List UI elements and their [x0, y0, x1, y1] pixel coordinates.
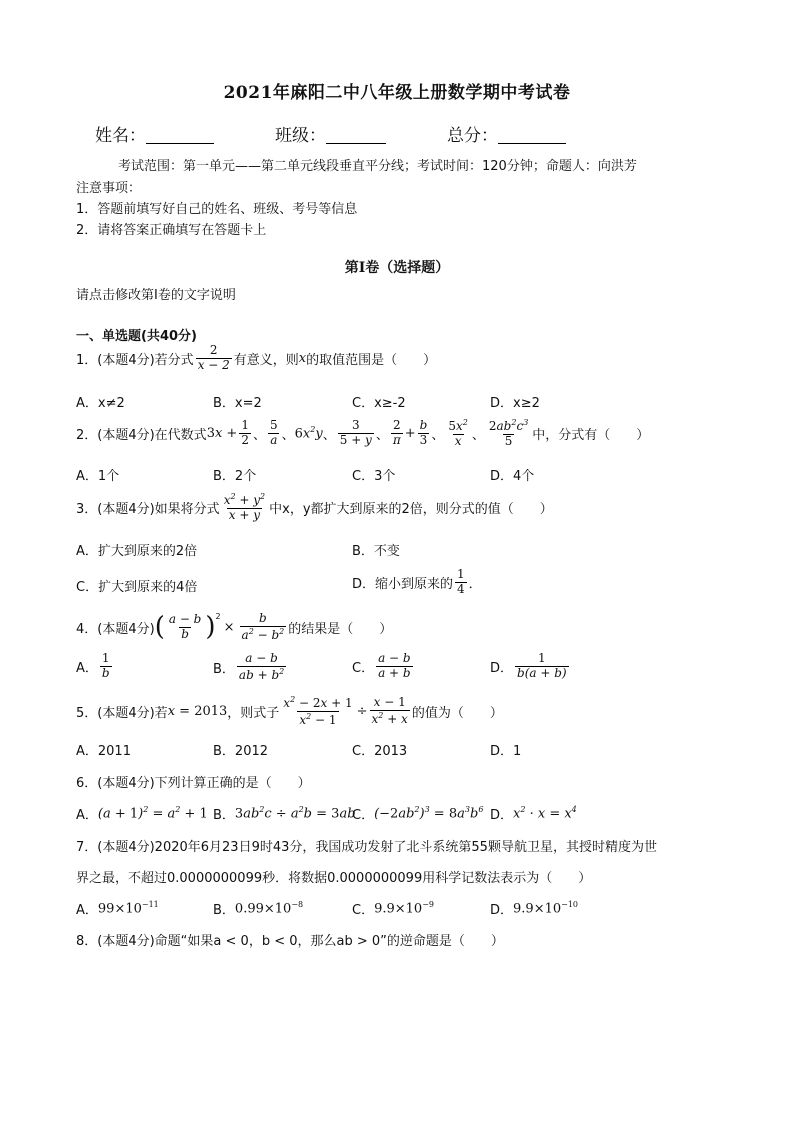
q4-frac-1: $\frac{a - b}{b}$	[168, 612, 202, 641]
score-blank	[498, 125, 566, 144]
question-6: 6．(本题4分)下列计算正确的是（ ）	[76, 776, 311, 791]
q3-option-a: A．扩大到原来的2倍	[76, 544, 198, 559]
q3-suffix: 中x，y都扩大到原来的2倍，则分式的值（ ）	[269, 501, 553, 517]
q1-option-c: C．x≥-2	[352, 396, 406, 411]
q3-option-d: D．缩小到原来的 $\frac{1}{4}$ ．	[352, 567, 482, 596]
q1-option-a: A．x≠2	[76, 396, 125, 411]
q6-option-d: D． $x^2 \cdot x = x^4$	[490, 805, 577, 823]
exam-scope: 考试范围：第一单元——第二单元线段垂直平分线；考试时间：120分钟；命题人：向洪芳	[118, 159, 637, 174]
q4-prefix: 4．(本题4分)	[76, 621, 155, 637]
question-7-line-2: 界之最，不超过0.0000000099秒．将数据0.0000000099用科学记数法表示为（ ）	[76, 871, 592, 886]
q2-frac-5b: $\frac{b}{3}$	[419, 418, 428, 447]
q4-frac-2: $\frac{b}{a^2 - b^2}$	[241, 611, 285, 642]
q1-fraction	[196, 344, 232, 373]
student-info-row	[95, 121, 715, 147]
q1-prefix: 1．(本题4分)若分式	[76, 352, 194, 368]
q4-suffix: 的结果是（ ）	[288, 621, 393, 637]
q5-prefix: 5．(本题4分)若	[76, 705, 168, 721]
section-single-choice: 一、单选题(共40分)	[76, 329, 197, 344]
q2-option-a: A．1个	[76, 469, 120, 484]
class-field	[275, 121, 386, 146]
class-blank	[326, 125, 386, 144]
question-4: 4．(本题4分) ( $\frac{a - b}{b}$ ) $^2$ × $\frac{b}{a^2 - b^2}$ 的结果是（ ）	[76, 611, 393, 643]
volume-title: 第I卷（选择题）	[344, 260, 450, 276]
q2-frac-7: $\frac{2ab^2c^3}{5}$	[488, 418, 529, 448]
q1-option-d: D．x≥2	[490, 396, 540, 411]
q1-option-b: B．x=2	[213, 396, 262, 411]
q5-suffix: 的值为（ ）	[411, 705, 503, 721]
q7-option-b: B． $0.99\times 10^{-8}$	[213, 900, 304, 918]
q5-option-b: B．2012	[213, 744, 269, 759]
q2-frac-1: $\frac{1}{2}$	[241, 418, 249, 447]
question-5: 5．(本题4分)若 x = 2013 ，则式子 $\frac{x^2 - 2x + 1}{x^2 - 1}$ ÷ $\frac{x - 1}{x^2 + x}$ 的值为（ ）	[76, 695, 503, 727]
q4-option-d: D． $\frac{1}{b(a + b)}$	[490, 651, 567, 680]
q2-expr-3: $6x^2y$	[294, 425, 323, 442]
q5-option-d: D．1	[490, 744, 522, 759]
q1-suffix: 的取值范围是（ ）	[306, 352, 437, 368]
q3-fraction: $\frac{x^2 + y^2}{x + y}$	[223, 492, 266, 522]
score-label: 总分：	[447, 126, 498, 146]
notice-item-2: 2．请将答案正确填写在答题卡上	[76, 223, 267, 238]
q1-mid: 有意义，则	[233, 352, 299, 368]
question-7-line-1: 7．(本题4分)2020年6月23日9时43分，我国成功发射了北斗系统第55颗导航卫星，其授时精度为世	[76, 840, 657, 855]
q5-option-c: C．2013	[352, 744, 408, 759]
q1-frac-num: 2	[209, 343, 218, 357]
question-3	[76, 492, 553, 523]
q2-suffix: 中，分式有（ ）	[532, 427, 650, 443]
q2-option-b: B．2个	[213, 469, 257, 484]
q5-mid: ，则式子	[227, 705, 280, 721]
notice-item-1: 1．答题前填写好自己的姓名、班级、考号等信息	[76, 202, 358, 217]
q5-frac-1: $\frac{x^2 - 2x + 1}{x^2 - 1}$	[283, 695, 353, 727]
q6-option-a: A． $(a + 1)^2 = a^2 + 1$	[76, 805, 208, 823]
name-label: 姓名：	[95, 126, 146, 146]
q5-option-a: A．2011	[76, 744, 131, 759]
q3-option-d-frac: $\frac{1}{4}$	[457, 567, 465, 596]
q2-prefix: 2．(本题4分)在代数式	[76, 427, 207, 443]
question-2: 2．(本题4分)在代数式 3x + $\frac{1}{2}$ 、 $\frac{5}{a}$ 、 $6x^2y$ 、 $\frac{3}{5 + y}$ 、 $\frac{2}{\pi}$ + $\frac{b}{3}$ 、 $\frac{5x^2}{x}$ 、 $\frac{2ab^2c^3}{5}$ 中，分式有（ ）	[76, 418, 650, 448]
q2-frac-2: $\frac{5}{a}$	[269, 418, 278, 447]
question-1	[76, 344, 436, 373]
q6-option-b: B． $3ab^2c \div a^2b = 3ab$	[213, 805, 356, 823]
volume-hint: 请点击修改第I卷的文字说明	[76, 288, 236, 303]
q2-frac-4: $\frac{3}{5 + y}$	[339, 418, 372, 447]
name-blank	[146, 125, 214, 144]
q3-option-d-text: D．缩小到原来的	[352, 576, 454, 592]
q2-frac-5a: $\frac{2}{\pi}$	[392, 418, 401, 447]
q5-condition: x = 2013	[167, 703, 228, 719]
class-label: 班级：	[275, 126, 326, 146]
q4-option-c: C． $\frac{a - b}{a + b}$	[352, 651, 411, 680]
q6-option-c: C． $(-2ab^2)^3 = 8a^3b^6$	[352, 805, 484, 823]
q2-option-c: C．3个	[352, 469, 396, 484]
q1-var: x	[298, 350, 307, 366]
score-field	[447, 121, 566, 146]
q1-frac-den: x − 2	[197, 357, 230, 372]
q5-frac-2: $\frac{x - 1}{x^2 + x}$	[371, 695, 408, 726]
q7-option-a: A． $99\times 10^{-11}$	[76, 900, 159, 918]
q7-option-d: D． $9.9\times 10^{-10}$	[490, 900, 579, 918]
q3-prefix: 3．(本题4分)如果将分式	[76, 501, 220, 517]
question-8: 8．(本题4分)命题“如果a < 0，b < 0，那么ab > 0”的逆命题是（ ）	[76, 934, 504, 949]
q3-option-b: B．不变	[352, 544, 400, 559]
exam-title: 2021年麻阳二中八年级上册数学期中考试卷	[223, 83, 571, 103]
q4-option-a: A． $\frac{1}{b}$	[76, 651, 110, 680]
q2-frac-6: $\frac{5x^2}{x}$	[448, 418, 468, 448]
name-field	[95, 121, 214, 146]
q7-option-c: C． $9.9\times 10^{-9}$	[352, 900, 434, 918]
q2-option-d: D．4个	[490, 469, 535, 484]
q4-option-b: B． $\frac{a - b}{ab + b^2}$	[213, 651, 285, 682]
notice-title: 注意事项：	[76, 181, 142, 196]
q2-expr-1: 3x +	[206, 425, 238, 441]
q3-option-c: C．扩大到原来的4倍	[76, 580, 198, 595]
